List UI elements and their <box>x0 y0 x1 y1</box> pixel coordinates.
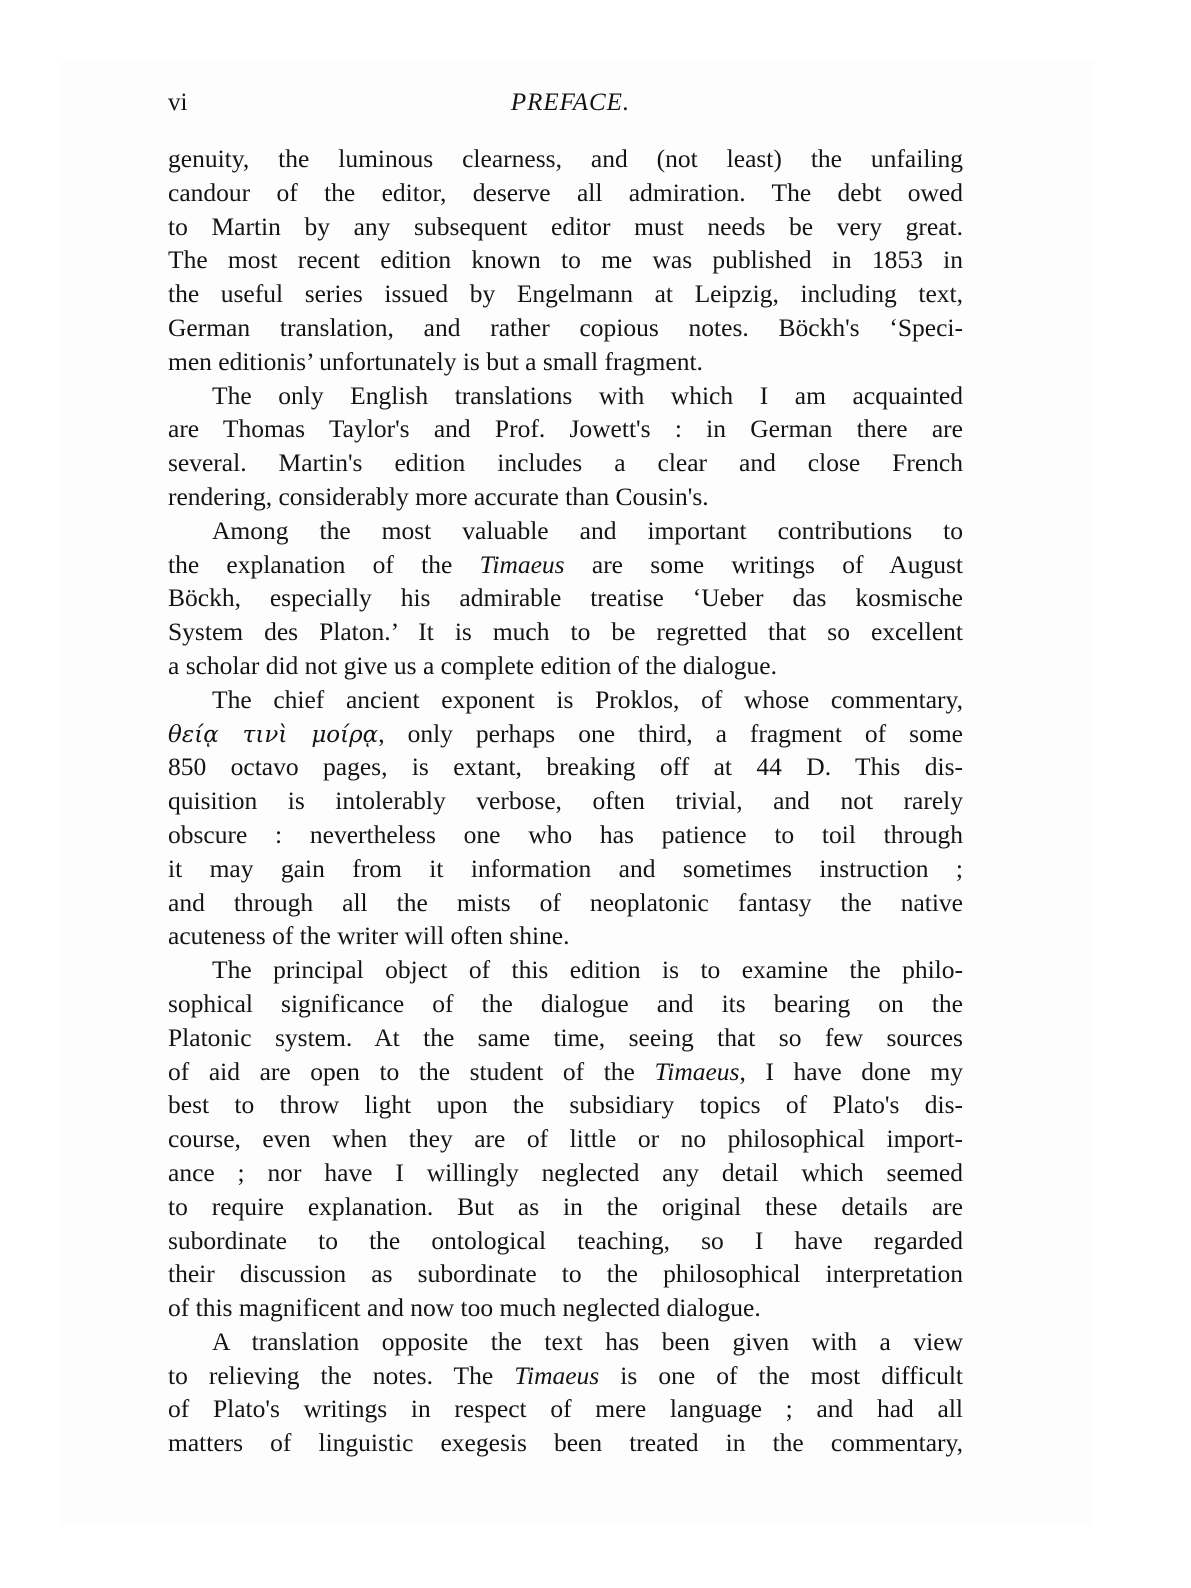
text-line: candour of the editor, deserve all admiration. The debt owed <box>168 177 963 207</box>
paragraph-p2 <box>168 379 963 514</box>
greek-phrase: θείᾳ τινὶ μοίρᾳ <box>168 721 379 748</box>
text-line: to Martin by any subsequent editor must needs be very great. <box>168 211 963 241</box>
text-line: sophical significance of the dialogue and its bearing on the <box>168 988 963 1018</box>
paragraph-p1 <box>168 142 963 379</box>
text-line: matters of linguistic exegesis been treated in the commentary, <box>168 1428 963 1458</box>
text-line: subordinate to the ontological teaching, so I have regarded <box>168 1225 963 1255</box>
paragraph-p5 <box>168 953 963 1325</box>
text-line: of Plato's writings in respect of mere language ; and had all <box>168 1394 963 1424</box>
running-head <box>168 86 963 120</box>
paragraph-p6 <box>168 1325 963 1460</box>
text-line: several. Martin's edition includes a clear and close French <box>168 448 963 478</box>
text-line: θείᾳ τινὶ μοίρᾳ, only perhaps one third, a fragment of some <box>168 718 963 748</box>
text-line: genuity, the luminous clearness, and (not least) the unfailing <box>168 144 963 173</box>
text-line: Böckh, especially his admirable treatise ‘Ueber das kosmische <box>168 583 963 613</box>
text-line: to require explanation. But as in the original these details are <box>168 1191 963 1221</box>
text-line: The most recent edition known to me was published in 1853 in <box>168 245 963 275</box>
text-line: to relieving the notes. The Timaeus is one of the most difficult <box>168 1360 963 1390</box>
text-line: rendering, considerably more accurate than Cousin's. <box>168 481 709 511</box>
page-number: vi <box>168 89 188 116</box>
text-line: acuteness of the writer will often shine. <box>168 921 570 951</box>
paragraph-p4 <box>168 683 963 953</box>
text-line: of this magnificent and now too much neglected dialogue. <box>168 1293 761 1323</box>
text-line: best to throw light upon the subsidiary topics of Plato's dis- <box>168 1090 963 1120</box>
text-line: course, even when they are of little or no philosophical import- <box>168 1124 963 1154</box>
text-line: The only English translations with which I am acquainted <box>212 380 963 410</box>
text-line: men editionis’ unfortunately is but a small fragment. <box>168 346 703 376</box>
text-line: a scholar did not give us a complete edition of the dialogue. <box>168 650 777 680</box>
text-line: and through all the mists of neoplatonic fantasy the native <box>168 887 963 917</box>
italic-title: Timaeus <box>479 549 565 579</box>
paragraph-p3 <box>168 514 963 683</box>
text-line: 850 octavo pages, is extant, breaking off at 44 D. This dis- <box>168 752 963 782</box>
text-line: German translation, and rather copious notes. Böckh's ‘Speci- <box>168 312 963 342</box>
text-line: The chief ancient exponent is Proklos, of whose commentary, <box>212 684 963 714</box>
text-line: of aid are open to the student of the Timaeus, I have done my <box>168 1056 964 1086</box>
text-line: the explanation of the Timaeus are some writings of August <box>168 549 963 579</box>
text-line: Among the most valuable and important contributions to <box>212 515 963 545</box>
text-line: it may gain from it information and sometimes instruction ; <box>168 853 963 883</box>
text-line: the useful series issued by Engelmann at Leipzig, including text, <box>168 279 963 309</box>
text-line: quisition is intolerably verbose, often trivial, and not rarely <box>168 786 963 816</box>
body-text <box>168 142 963 1460</box>
text-line: obscure : nevertheless one who has patience to toil through <box>168 819 963 849</box>
text-line: A translation opposite the text has been given with a view <box>212 1326 963 1356</box>
text-line: their discussion as subordinate to the philosophical interpretation <box>168 1259 963 1289</box>
italic-title: Timaeus <box>514 1360 600 1390</box>
italic-title: Timaeus <box>654 1056 740 1086</box>
text-line: System des Platon.’ It is much to be regretted that so excellent <box>168 617 963 647</box>
text-line: The principal object of this edition is to examine the philo- <box>212 955 963 985</box>
text-line: are Thomas Taylor's and Prof. Jowett's : in German there are <box>168 414 963 444</box>
text-line: ance ; nor have I willingly neglected any detail which seemed <box>168 1157 963 1187</box>
running-head-title: PREFACE. <box>510 89 631 116</box>
text-line: Platonic system. At the same time, seeing that so few sources <box>168 1022 963 1052</box>
